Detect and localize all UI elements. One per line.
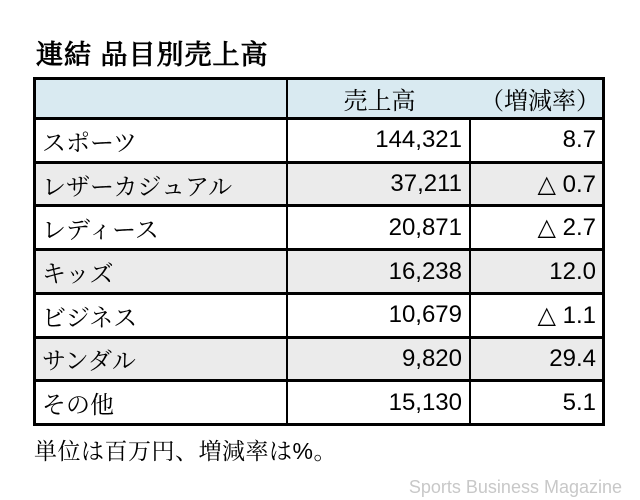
header-merged-cell xyxy=(288,80,602,117)
header-rate-label: （増減率） xyxy=(480,88,600,115)
table-row xyxy=(36,117,602,161)
rate-cell: 8.7 xyxy=(562,126,596,154)
rate-cell: 29.4 xyxy=(549,344,596,372)
rate-cell: △ 2.7 xyxy=(537,214,596,242)
table-row xyxy=(36,161,602,205)
table-row xyxy=(36,248,602,292)
sales-cell: 10,679 xyxy=(288,295,471,336)
category-cell: レディース xyxy=(36,207,288,248)
category-cell: キッズ xyxy=(36,251,288,292)
sales-table xyxy=(33,77,605,426)
header-category-cell xyxy=(36,80,288,117)
table-header-row xyxy=(36,80,602,117)
category-cell: サンダル xyxy=(36,339,288,380)
table-row xyxy=(36,292,602,336)
rate-cell: △ 1.1 xyxy=(537,301,596,329)
sales-cell: 9,820 xyxy=(288,339,471,380)
header-sales-label: 売上高 xyxy=(343,88,416,115)
sales-cell: 16,238 xyxy=(288,251,471,292)
table-row xyxy=(36,379,602,423)
category-cell: スポーツ xyxy=(36,120,288,161)
rate-cell: △ 0.7 xyxy=(537,170,596,198)
rate-cell: 5.1 xyxy=(562,388,596,416)
sales-cell: 20,871 xyxy=(288,207,471,248)
sales-cell: 15,130 xyxy=(288,382,471,423)
table-row xyxy=(36,204,602,248)
category-cell: レザーカジュアル xyxy=(36,164,288,205)
sales-cell: 37,211 xyxy=(288,164,471,205)
category-cell: ビジネス xyxy=(36,295,288,336)
units-footnote: 単位は百万円、増減率は%。 xyxy=(34,438,337,464)
table-row xyxy=(36,336,602,380)
watermark-text: Sports Business Magazine xyxy=(408,477,622,497)
sales-cell: 144,321 xyxy=(288,120,471,161)
rate-cell: 12.0 xyxy=(549,257,596,285)
page-title: 連結 品目別売上高 xyxy=(36,40,269,70)
category-cell: その他 xyxy=(36,382,288,423)
